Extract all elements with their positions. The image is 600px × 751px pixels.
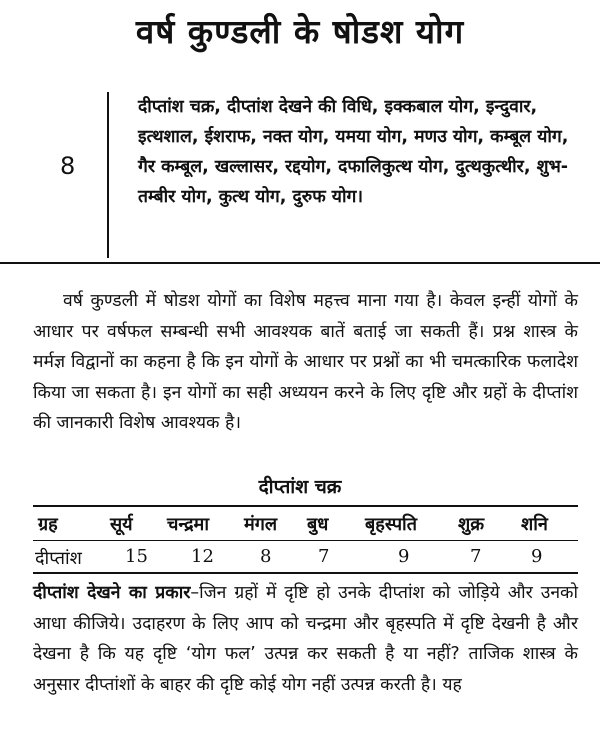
- table-cell-budh: 7: [318, 546, 330, 567]
- table-cell-mangal: 8: [260, 546, 272, 567]
- table-header-chandra: चन्द्रमा: [167, 514, 209, 535]
- table-header-shukra: शुक्र: [458, 514, 485, 535]
- section-divider: [0, 262, 600, 264]
- chapter-divider: [107, 92, 109, 258]
- table-cell-chandra: 12: [191, 546, 214, 567]
- table-cell-surya: 15: [125, 546, 148, 567]
- table-header-brihaspati: बृहस्पति: [365, 514, 417, 535]
- table-cell-shukra: 7: [470, 546, 482, 567]
- chapter-summary: [0, 90, 600, 260]
- chapter-number: 8: [60, 152, 76, 180]
- table-header-graha: ग्रह: [38, 514, 58, 535]
- method-paragraph-text: –जिन ग्रहों में दृष्टि हो उनके दीप्तांश को जोड़िये और उनको आधा कीजिये। उदाहरण के लिए आप को चन्द्रमा और बृहस्पति में दृष्टि देखनी है और देखना है कि यह दृष्टि ‘योग फल’ उत्पन्न कर सकती है या नहीं? ताजिक शास्त्र के अनुसार दीप्तांशों के बाहर की दृष्टि कोई योग नहीं उत्पन्न करती है। यह: [33, 583, 579, 695]
- table-mid-rule: [33, 540, 578, 541]
- chapter-topics: दीप्तांश चक्र, दीप्तांश देखने की विधि, इक्कबाल योग, इन्दुवार, इत्थशाल, ईशराफ, नक्त योग, यमया योग, मणउ योग, कम्बूल योग, गैर कम्बूल, खल्लासर, रद्दयोग, दफालिकुत्थ योग, दुत्थकुत्थीर, शुभ-तम्बीर योग, कुत्थ योग, दुरुफ योग।: [138, 97, 569, 207]
- method-paragraph: [33, 578, 578, 700]
- table-top-rule: [33, 505, 578, 507]
- table-header-budh: बुध: [307, 514, 329, 535]
- table-cell-shani: 9: [531, 546, 543, 567]
- page-title: वर्ष कुण्डली के षोडश योग: [135, 12, 465, 51]
- table-header-surya: सूर्य: [110, 514, 133, 535]
- table-bottom-rule: [33, 572, 578, 574]
- table-cell-brihaspati: 9: [398, 546, 410, 567]
- table-header-shani: शनि: [521, 514, 548, 535]
- table-title: दीप्तांश चक्र: [258, 476, 342, 498]
- intro-paragraph: वर्ष कुण्डली में षोडश योगों का विशेष महत्त्व माना गया है। केवल इन्हीं योगों के आधार पर वर्षफल सम्बन्धी सभी आवश्यक बातें बताई जा सकती हैं। प्रश्न शास्त्र के मर्मज्ञ विद्वानों का कहना है कि इन योगों के आधार पर प्रश्नों का भी चमत्कारिक फलादेश किया जा सकता है। इन योगों का सही अध्ययन करने के लिए दृष्टि और ग्रहों के दीप्तांश की जानकारी विशेष आवश्यक है।: [33, 291, 578, 433]
- table-row-label: दीप्तांश: [35, 548, 82, 569]
- method-paragraph-lead: दीप्तांश देखने का प्रकार: [33, 583, 191, 603]
- table-header-mangal: मंगल: [244, 514, 278, 535]
